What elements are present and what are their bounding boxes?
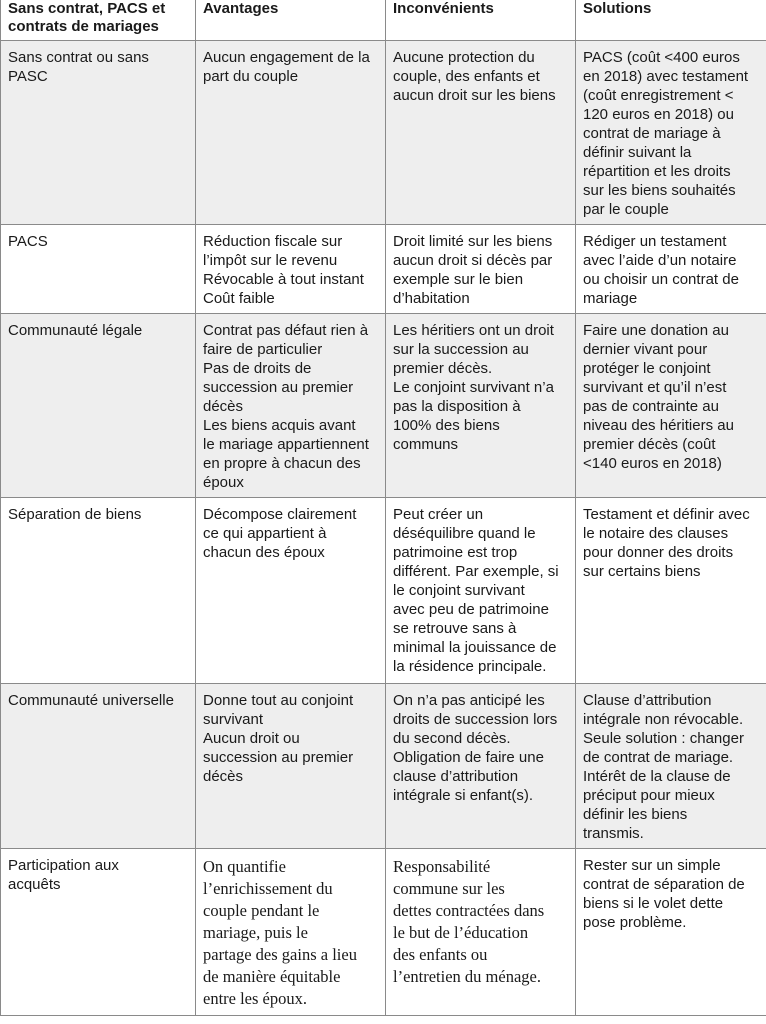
cell-solutions: Rédiger un testament avec l’aide d’un notaire ou choisir un contrat de mariage (576, 225, 766, 314)
cell-type: Communauté universelle (1, 684, 196, 849)
cell-inconvenients: On n’a pas anticipé les droits de succession lors du second décès. Obligation de faire une clause d’attribution intégrale si enfant(s). (386, 684, 576, 849)
table-row (1, 684, 766, 849)
table-row (1, 314, 766, 498)
cell-inconvenients: Aucune protection du couple, des enfants et aucun droit sur les biens (386, 41, 576, 225)
cell-solutions: Faire une donation au dernier vivant pour protéger le conjoint survivant et qu’il n’est pas de contrainte au niveau des héritiers au premier décès (coût <140 euros en 2018) (576, 314, 766, 498)
cell-type: Communauté légale (1, 314, 196, 498)
table-row (1, 225, 766, 314)
cell-avantages: Contrat pas défaut rien à faire de particulier Pas de droits de succession au premier décès Les biens acquis avant le mariage appartiennent en propre à chacun des époux (196, 314, 386, 498)
cell-solutions: Testament et définir avec le notaire des clauses pour donner des droits sur certains biens (576, 498, 766, 684)
cell-avantages: Aucun engagement de la part du couple (196, 41, 386, 225)
cell-type: PACS (1, 225, 196, 314)
header-avantages: Avantages (196, 0, 386, 41)
header-solutions: Solutions (576, 0, 766, 41)
table-row (1, 849, 766, 1016)
cell-type: Participation aux acquêts (1, 849, 196, 1016)
cell-inconvenients: Droit limité sur les biens aucun droit si décès par exemple sur le bien d’habitation (386, 225, 576, 314)
cell-avantages: Décompose clairement ce qui appartient à chacun des époux (196, 498, 386, 684)
table-row (1, 498, 766, 684)
cell-inconvenients: Responsabilité commune sur les dettes contractées dans le but de l’éducation des enfants ou l’entretien du ménage. (386, 849, 576, 1016)
cell-inconvenients: Peut créer un déséquilibre quand le patrimoine est trop différent. Par exemple, si le conjoint survivant avec peu de patrimoine se retrouve sans à minimal la jouissance de la résidence principale. (386, 498, 576, 684)
cell-solutions: Rester sur un simple contrat de séparation de biens si le volet dette pose problème. (576, 849, 766, 1016)
cell-solutions: PACS (coût <400 euros en 2018) avec testament (coût enregistrement < 120 euros en 2018) ou contrat de mariage à définir suivant la répartition et les droits sur les biens souhaités par le couple (576, 41, 766, 225)
table-header-row (1, 0, 766, 41)
header-type: Sans contrat, PACS et contrats de mariages (1, 0, 196, 41)
cell-type: Séparation de biens (1, 498, 196, 684)
cell-avantages: On quantifie l’enrichissement du couple pendant le mariage, puis le partage des gains a lieu de manière équitable entre les époux. (196, 849, 386, 1016)
cell-solutions: Clause d’attribution intégrale non révocable. Seule solution : changer de contrat de mariage. Intérêt de la clause de préciput pour mieux définir les biens transmis. (576, 684, 766, 849)
cell-type: Sans contrat ou sans PASC (1, 41, 196, 225)
cell-avantages: Réduction fiscale sur l’impôt sur le revenu Révocable à tout instant Coût faible (196, 225, 386, 314)
table-row (1, 41, 766, 225)
header-inconvenients: Inconvénients (386, 0, 576, 41)
cell-inconvenients: Les héritiers ont un droit sur la succession au premier décès. Le conjoint survivant n’a pas la disposition à 100% des biens communs (386, 314, 576, 498)
cell-avantages: Donne tout au conjoint survivant Aucun droit ou succession au premier décès (196, 684, 386, 849)
